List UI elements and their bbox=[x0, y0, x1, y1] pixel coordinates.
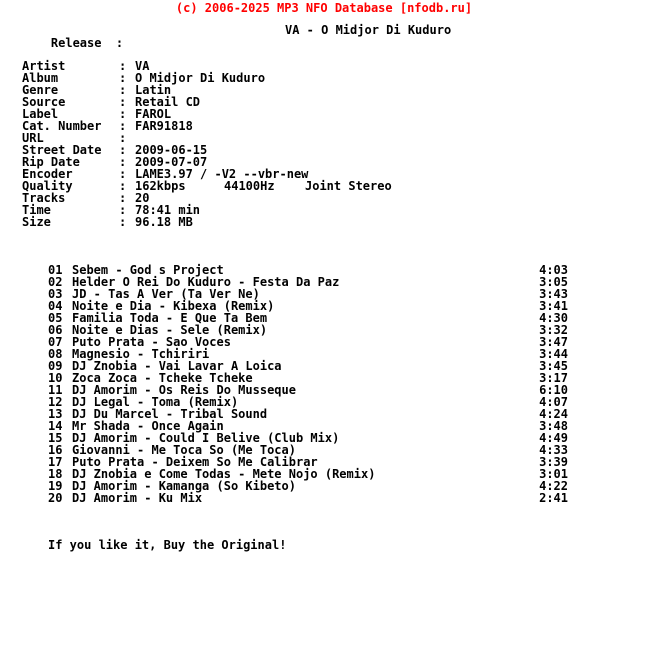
info-key: Encoder bbox=[22, 167, 73, 181]
track-number: 16 bbox=[48, 443, 63, 457]
info-value: O Midjor Di Kuduro bbox=[135, 71, 266, 85]
track-duration: 3:47 bbox=[539, 335, 568, 349]
info-row bbox=[22, 204, 392, 216]
track-duration: 3:32 bbox=[539, 323, 568, 337]
info-row bbox=[22, 180, 392, 192]
info-key: Tracks bbox=[22, 191, 66, 205]
info-separator: : bbox=[119, 71, 127, 85]
track-duration: 4:30 bbox=[539, 311, 568, 325]
info-value: 78:41 min bbox=[135, 203, 201, 217]
track-number: 02 bbox=[48, 275, 63, 289]
info-separator: : bbox=[119, 191, 127, 205]
info-key: Rip Date bbox=[22, 155, 80, 169]
info-separator: : bbox=[119, 119, 127, 133]
track-number: 10 bbox=[48, 371, 63, 385]
track-duration: 3:01 bbox=[539, 467, 568, 481]
track-number: 04 bbox=[48, 299, 63, 313]
track-title: JD - Tas A Ver (Ta Ver Ne) bbox=[72, 287, 260, 301]
info-key: Time bbox=[22, 203, 51, 217]
info-key: Street Date bbox=[22, 143, 102, 157]
info-row bbox=[22, 72, 392, 84]
track-title: Noite e Dias - Sele (Remix) bbox=[72, 323, 268, 337]
info-value: 2009-07-07 bbox=[135, 155, 208, 169]
info-separator: : bbox=[119, 203, 127, 217]
track-number: 06 bbox=[48, 323, 63, 337]
quality-bitrate: 162kbps bbox=[135, 179, 186, 193]
info-value: LAME3.97 / -V2 --vbr-new bbox=[135, 167, 309, 181]
info-value: 96.18 MB bbox=[135, 215, 193, 229]
quality-mode: Joint Stereo bbox=[305, 179, 392, 193]
track-duration: 3:45 bbox=[539, 359, 568, 373]
info-value: FAR91818 bbox=[135, 119, 193, 133]
info-row bbox=[22, 120, 392, 132]
info-separator: : bbox=[119, 167, 127, 181]
track-duration: 3:05 bbox=[539, 275, 568, 289]
track-title: Sebem - God s Project bbox=[72, 263, 224, 277]
track-title: DJ Amorim - Ku Mix bbox=[72, 491, 203, 505]
track-number: 14 bbox=[48, 419, 63, 433]
info-value: FAROL bbox=[135, 107, 172, 121]
track-title: DJ Legal - Toma (Remix) bbox=[72, 395, 239, 409]
track-title: DJ Znobia e Come Todas - Mete Nojo (Remix) bbox=[72, 467, 376, 481]
track-row bbox=[48, 492, 568, 504]
track-title: Zoca Zoca - Tcheke Tcheke bbox=[72, 371, 253, 385]
info-key: Source bbox=[22, 95, 66, 109]
info-value: 2009-06-15 bbox=[135, 143, 208, 157]
track-duration: 4:49 bbox=[539, 431, 568, 445]
track-title: Magnesio - Tchiriri bbox=[72, 347, 210, 361]
track-number: 05 bbox=[48, 311, 63, 325]
info-separator: : bbox=[119, 83, 127, 97]
track-title: DJ Znobia - Vai Lavar A Loica bbox=[72, 359, 282, 373]
info-separator: : bbox=[119, 59, 127, 73]
track-duration: 4:03 bbox=[539, 263, 568, 277]
track-duration: 4:24 bbox=[539, 407, 568, 421]
track-duration: 3:17 bbox=[539, 371, 568, 385]
track-duration: 3:39 bbox=[539, 455, 568, 469]
info-key: Album bbox=[22, 71, 59, 85]
info-value: 20 bbox=[135, 191, 150, 205]
release-title: VA - O Midjor Di Kuduro bbox=[285, 23, 452, 37]
info-key: Label bbox=[22, 107, 59, 121]
info-separator: : bbox=[119, 143, 127, 157]
track-title: DJ Amorim - Os Reis Do Musseque bbox=[72, 383, 296, 397]
copyright-header: (c) 2006-2025 MP3 NFO Database [nfodb.ru] bbox=[175, 1, 473, 15]
track-duration: 4:07 bbox=[539, 395, 568, 409]
track-number: 17 bbox=[48, 455, 63, 469]
track-duration: 3:41 bbox=[539, 299, 568, 313]
info-row bbox=[22, 216, 392, 228]
track-duration: 4:33 bbox=[539, 443, 568, 457]
info-key: Size bbox=[22, 215, 51, 229]
track-number: 07 bbox=[48, 335, 63, 349]
track-number: 01 bbox=[48, 263, 63, 277]
info-separator: : bbox=[119, 131, 127, 145]
info-value: Latin bbox=[135, 83, 172, 97]
track-number: 03 bbox=[48, 287, 63, 301]
track-duration: 2:41 bbox=[539, 491, 568, 505]
track-number: 20 bbox=[48, 491, 63, 505]
info-key: Cat. Number bbox=[22, 119, 102, 133]
track-number: 19 bbox=[48, 479, 63, 493]
track-number: 09 bbox=[48, 359, 63, 373]
track-duration: 6:10 bbox=[539, 383, 568, 397]
track-title: DJ Amorim - Kamanga (So Kibeto) bbox=[72, 479, 296, 493]
info-key: Quality bbox=[22, 179, 73, 193]
info-row bbox=[22, 192, 392, 204]
info-key: Genre bbox=[22, 83, 59, 97]
info-key: Artist bbox=[22, 59, 66, 73]
track-number: 18 bbox=[48, 467, 63, 481]
info-separator: : bbox=[119, 95, 127, 109]
info-value: VA bbox=[135, 59, 150, 73]
info-key: URL bbox=[22, 131, 44, 145]
track-number: 13 bbox=[48, 407, 63, 421]
track-duration: 3:43 bbox=[539, 287, 568, 301]
track-number: 08 bbox=[48, 347, 63, 361]
track-number: 11 bbox=[48, 383, 63, 397]
info-value: Retail CD bbox=[135, 95, 201, 109]
info-separator: : bbox=[119, 179, 127, 193]
info-separator: : bbox=[119, 155, 127, 169]
info-block bbox=[22, 60, 392, 228]
info-separator: : bbox=[119, 215, 127, 229]
info-row bbox=[22, 84, 392, 96]
release-label: Release : bbox=[50, 36, 124, 50]
quality-frequency: 44100Hz bbox=[224, 179, 275, 193]
track-title: Mr Shada - Once Again bbox=[72, 419, 224, 433]
track-title: DJ Du Marcel - Tribal Sound bbox=[72, 407, 268, 421]
info-separator: : bbox=[119, 107, 127, 121]
track-duration: 3:48 bbox=[539, 419, 568, 433]
track-title: Giovanni - Me Toca So (Me Toca) bbox=[72, 443, 296, 457]
track-title: DJ Amorim - Could I Belive (Club Mix) bbox=[72, 431, 340, 445]
footer-message: If you like it, Buy the Original! bbox=[48, 538, 287, 552]
track-number: 12 bbox=[48, 395, 63, 409]
track-duration: 4:22 bbox=[539, 479, 568, 493]
track-title: Puto Prata - Deixem So Me Calibrar bbox=[72, 455, 318, 469]
tracklist bbox=[48, 264, 568, 504]
track-title: Noite e Dia - Kibexa (Remix) bbox=[72, 299, 275, 313]
track-title: Familia Toda - E Que Ta Bem bbox=[72, 311, 268, 325]
track-number: 15 bbox=[48, 431, 63, 445]
track-title: Puto Prata - Sao Voces bbox=[72, 335, 231, 349]
info-row bbox=[22, 96, 392, 108]
track-title: Helder O Rei Do Kuduro - Festa Da Paz bbox=[72, 275, 340, 289]
track-duration: 3:44 bbox=[539, 347, 568, 361]
